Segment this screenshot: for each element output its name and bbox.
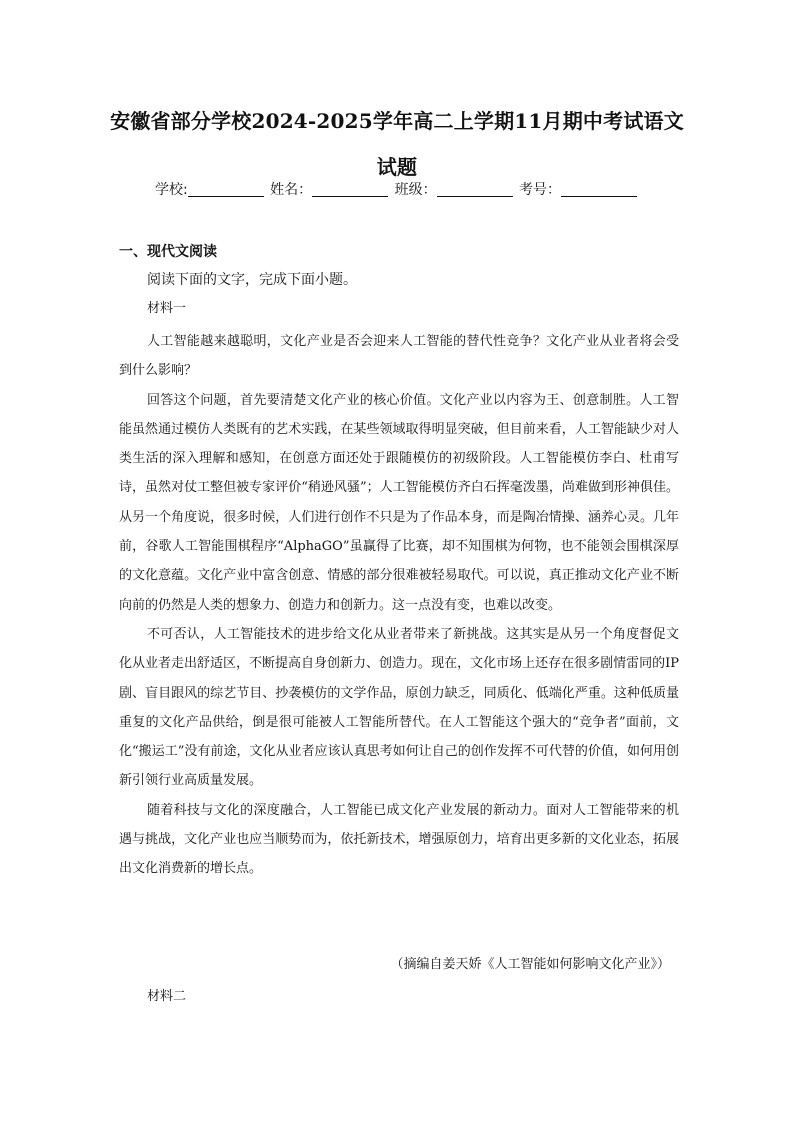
paragraph: 随着科技与文化的深度融合，人工智能已成文化产业发展的新动力。面对人工智能带来的机遇与挑战，文化产业也应当顺势而为，依托新技术，增强原创力，培育出更多新的文化业态，拓展出文化消费新的增长点。 xyxy=(119,802,679,877)
exam-number-label: 考号： xyxy=(519,182,562,198)
school-blank[interactable] xyxy=(188,180,264,197)
document-title: 安徽省部分学校2024-2025学年高二上学期11月期中考试语文试题 xyxy=(110,109,684,179)
material-one-label: 材料一 xyxy=(147,301,187,316)
material-two-label: 材料二 xyxy=(147,989,187,1004)
material-one-body xyxy=(119,327,679,884)
source-citation: （摘编自姜天娇《人工智能如何影响文化产业》） xyxy=(390,957,670,972)
name-label: 姓名： xyxy=(270,182,313,198)
paragraph: 人工智能越来越聪明，文化产业是否会迎来人工智能的替代性竞争？文化产业从业者将会受到什么影响？ xyxy=(119,334,679,379)
paragraph: 回答这个问题，首先要清楚文化产业的核心价值。文化产业以内容为王、创意制胜。人工智能虽然通过模仿人类既有的艺术实践，在某些领域取得明显突破，但目前来看，人工智能缺少对人类生活的深入理解和感知，在创意方面还处于跟随模仿的初级阶段。人工智能模仿李白、杜甫写诗，虽然对仗工整但被专家评价“稍逊风骚”；人工智能模仿齐白石挥毫泼墨，尚难做到形神俱佳。从另一个角度说，很多时候，人们进行创作不只是为了作品本身，而是陶冶情操、涵养心灵。几年前，谷歌人工智能围棋程序“AlphaGO”虽赢得了比赛，却不知围棋为何物，也不能领会围棋深厚的文化意蕴。文化产业中富含创意、情感的部分很难被轻易取代。可以说，真正推动文化产业不断向前的仍然是人类的想象力、创造力和创新力。这一点没有变，也难以改变。 xyxy=(119,392,679,613)
class-label: 班级： xyxy=(394,182,437,198)
school-label: 学校: xyxy=(154,182,188,198)
paragraph: 不可否认，人工智能技术的进步给文化从业者带来了新挑战。这其实是从另一个角度督促文化从业者走出舒适区，不断提高自身创新力、创造力。现在，文化市场上还存在很多剧情雷同的IP剧、盲目跟风的综艺节目、抄袭模仿的文学作品，原创力缺乏，同质化、低端化严重。这种低质量重复的文化产品供给，倒是很可能被人工智能所替代。在人工智能这个强大的“竞争者”面前，文化“搬运工”没有前途，文化从业者应该认真思考如何让自己的创作发挥不可代替的价值，如何用创新引领行业高质量发展。 xyxy=(119,626,679,789)
reading-instruction: 阅读下面的文字，完成下面小题。 xyxy=(147,272,357,288)
name-blank[interactable] xyxy=(312,180,388,197)
class-blank[interactable] xyxy=(437,180,513,197)
exam-number-blank[interactable] xyxy=(561,180,637,197)
section-heading: 一、现代文阅读 xyxy=(119,244,217,260)
student-info-line xyxy=(0,178,794,202)
